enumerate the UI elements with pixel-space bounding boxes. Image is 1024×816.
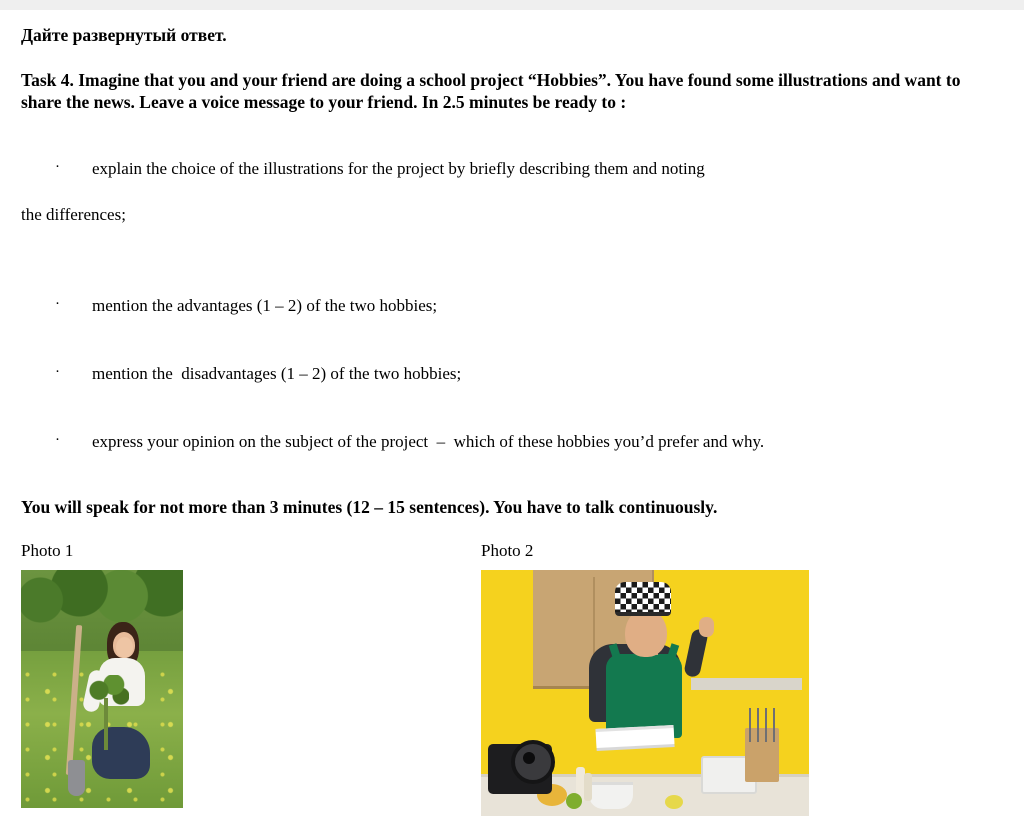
photo-2-image (481, 570, 809, 816)
mixing-bowl (589, 782, 633, 809)
person-face (116, 637, 133, 658)
person-jeans (92, 727, 150, 779)
bullet-marker-icon: · (55, 295, 60, 312)
photo-2-block (481, 541, 809, 816)
list-item (21, 136, 1006, 273)
list-item (21, 272, 1006, 340)
vegetable-green (566, 793, 582, 809)
bullet-text: mention the advantages (1 – 2) of the two hobbies; (92, 295, 438, 315)
photo-1-block (21, 541, 183, 808)
window-top-bar (0, 0, 1024, 10)
person-head (625, 609, 667, 657)
bullet-marker-icon: · (55, 363, 60, 380)
bullet-marker-icon: · (55, 431, 60, 448)
camera-lens-icon (511, 740, 555, 784)
bottle-two (584, 773, 592, 801)
chef-hat-icon (615, 582, 671, 616)
bullet-text: explain the choice of the illustrations for the project by briefly describing them and noting (92, 159, 705, 179)
document-page (0, 10, 1024, 598)
photo-2-label: Photo 2 (481, 540, 534, 560)
shovel-blade-icon (68, 760, 85, 796)
photo-1-label: Photo 1 (21, 540, 74, 560)
vegetable-lemon (665, 795, 683, 809)
list-item (21, 340, 1006, 408)
photo-1-image (21, 570, 183, 808)
person-raised-hand (699, 617, 714, 637)
bullet-marker-icon: · (55, 159, 60, 176)
bullet-text: express your opinion on the subject of the project – which of these hobbies you’d prefer and why. (92, 431, 765, 451)
knife-handles (746, 708, 776, 742)
kitchen-shelf (691, 678, 803, 690)
bullet-text-continuation: the differences; (21, 205, 126, 225)
sapling-leaves (89, 675, 129, 709)
list-item (21, 408, 1006, 476)
task-paragraph: Task 4. Imagine that you and your friend are doing a school project “Hobbies”. You have found some illustrations and want to share the news. Leave a voice message to your friend. In 2.5 minutes be ready to : (21, 69, 961, 113)
instruction-heading: Дайте развернутый ответ. (21, 25, 227, 45)
speaking-time-note: You will speak for not more than 3 minutes (12 – 15 sentences). You have to talk continuously. (21, 496, 718, 517)
document-content (21, 25, 1006, 560)
bullet-list (21, 136, 1006, 476)
bullet-text: mention the disadvantages (1 – 2) of the two hobbies; (92, 363, 462, 383)
